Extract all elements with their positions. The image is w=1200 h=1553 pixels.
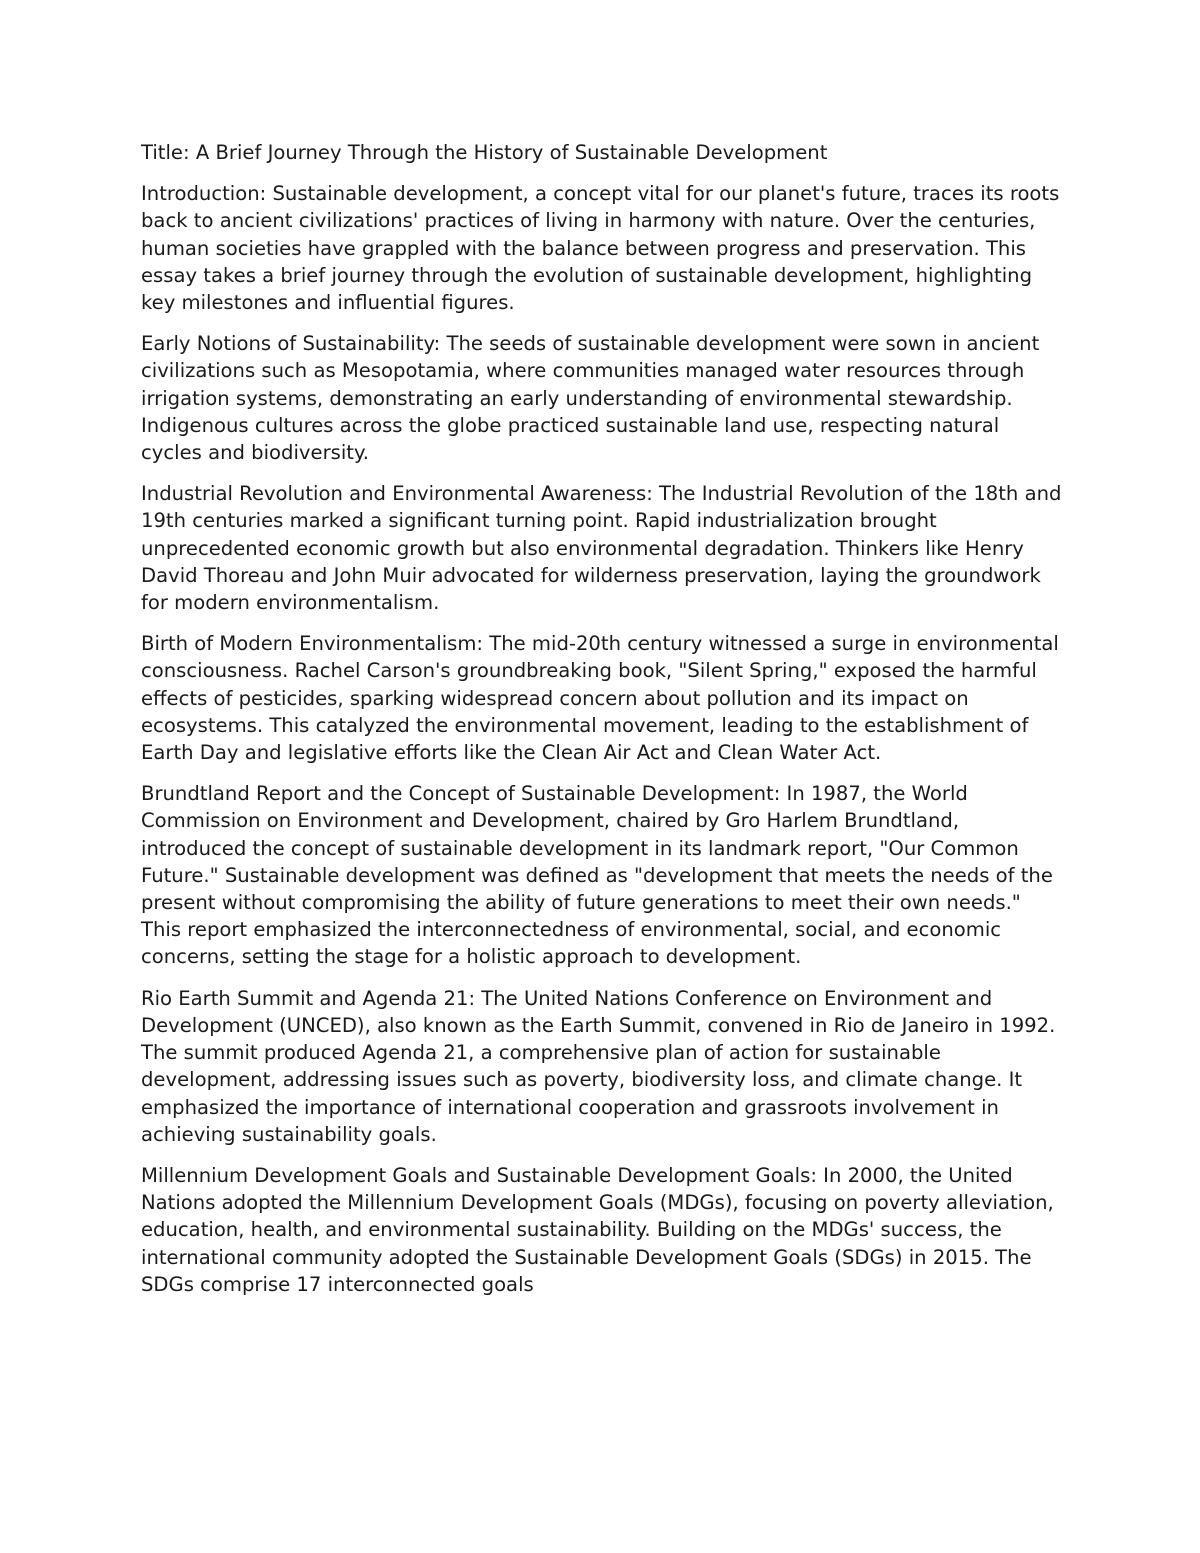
paragraph-mdgs-sdgs: Millennium Development Goals and Sustainable Development Goals: In 2000, the United Nations adopted the Millennium Development Goals (MDGs), focusing on poverty alleviation, education, health, and environmental sustainability. Building on the MDGs' success, the international community adopted the Sustainable Development Goals (SDGs) in 2015. The SDGs comprise 17 interconnected goals	[141, 1163, 1054, 1296]
paragraph-early-notions: Early Notions of Sustainability: The seeds of sustainable development were sown in ancient civilizations such as Mesopotamia, where communities managed water resources through irrigation systems, demonstrating an early understanding of environmental stewardship. Indigenous cultures across the globe practiced sustainable land use, respecting natural cycles and biodiversity.	[141, 332, 1040, 465]
paragraph-rio-earth-summit: Rio Earth Summit and Agenda 21: The United Nations Conference on Environment and Development (UNCED), also known as the Earth Summit, convened in Rio de Janeiro in 1992. The summit produced Agenda 21, a comprehensive plan of action for sustainable development, addressing issues such as poverty, biodiversity loss, and climate change. It emphasized the importance of international cooperation and grassroots involvement in achieving sustainability goals.	[141, 986, 1056, 1146]
paragraph-modern-environmentalism: Birth of Modern Environmentalism: The mid-20th century witnessed a surge in environmental consciousness. Rachel Carson's groundbreaking book, "Silent Spring," exposed the harmful effects of pesticides, sparking widespread concern about pollution and its impact on ecosystems. This catalyzed the environmental movement, leading to the establishment of Earth Day and legislative efforts like the Clean Air Act and Clean Water Act.	[141, 632, 1059, 765]
paragraph-brundtland-report: Brundtland Report and the Concept of Sustainable Development: In 1987, the World Commission on Environment and Development, chaired by Gro Harlem Brundtland, introduced the concept of sustainable development in its landmark report, "Our Common Future." Sustainable development was defined as "development that meets the needs of the present without compromising the ability of future generations to meet their own needs." This report emphasized the interconnectedness of environmental, social, and economic concerns, setting the stage for a holistic approach to development.	[141, 782, 1053, 969]
document-body	[141, 139, 1066, 1312]
paragraph-introduction: Introduction: Sustainable development, a concept vital for our planet's future, traces its roots back to ancient civilizations' practices of living in harmony with nature. Over the centuries, human societies have grappled with the balance between progress and preservation. This essay takes a brief journey through the evolution of sustainable development, highlighting key milestones and influential figures.	[141, 182, 1060, 315]
paragraph-industrial-revolution: Industrial Revolution and Environmental Awareness: The Industrial Revolution of the 18th and 19th centuries marked a significant turning point. Rapid industrialization brought unprecedented economic growth but also environmental degradation. Thinkers like Henry David Thoreau and John Muir advocated for wilderness preservation, laying the groundwork for modern environmentalism.	[141, 482, 1062, 615]
document-title-line: Title: A Brief Journey Through the History of Sustainable Development	[141, 141, 828, 164]
